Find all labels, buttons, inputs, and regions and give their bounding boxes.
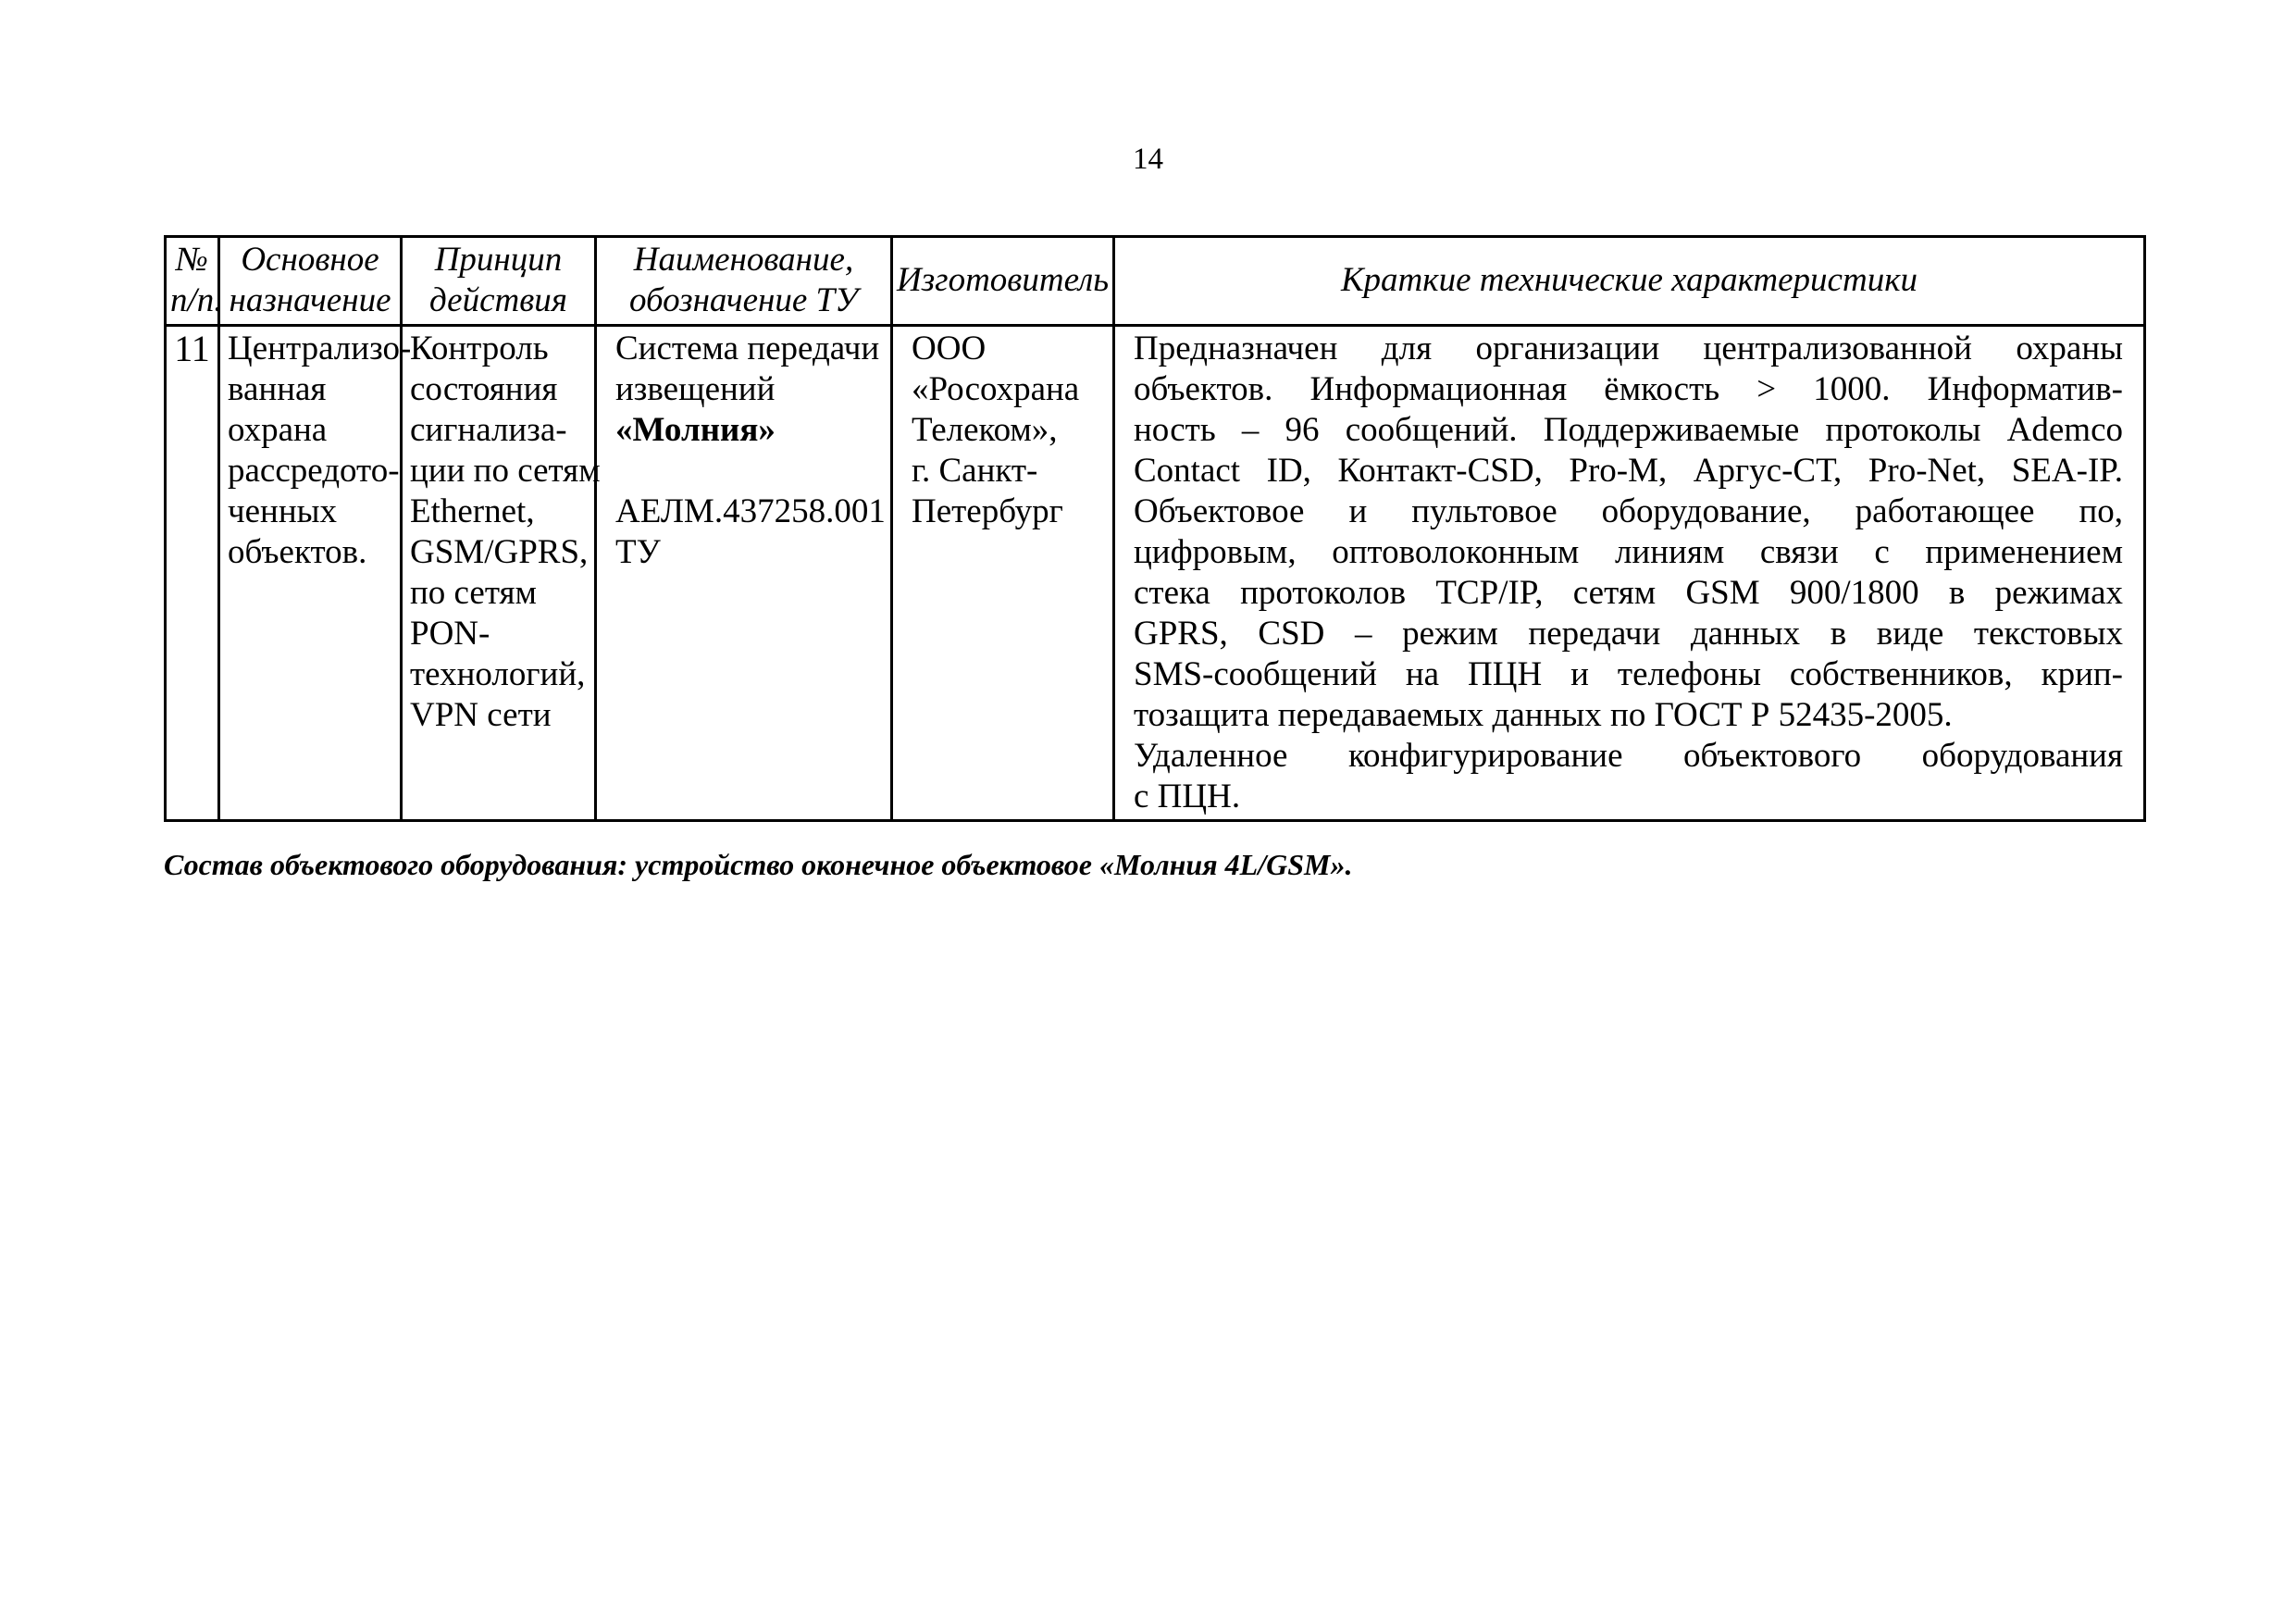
purpose-line: объектов.	[228, 533, 367, 571]
spec-line: цифровым, оптоволоконным линиям связи с применением	[1134, 533, 2123, 571]
page-number: 14	[1133, 143, 1163, 176]
tu-code: АЕЛМ.437258.001	[615, 492, 886, 530]
header-principle-line: Принцип	[434, 241, 563, 279]
spec-line: GPRS, CSD – режим передачи данных в виде текстовых	[1134, 615, 2123, 653]
row-principle	[402, 326, 601, 821]
header-purpose-line: назначение	[229, 281, 391, 319]
spec-line: тозащита передаваемых данных по ГОСТ Р 52435-2005.	[1134, 696, 1953, 734]
principle-line: технологий,	[410, 655, 586, 693]
spec-line: Объектовое и пультовое оборудование, работающее по,	[1134, 492, 2123, 530]
name-spacer	[615, 451, 885, 492]
equipment-spec-table	[164, 235, 2146, 822]
spec-line: с ПЦН.	[1134, 778, 1241, 815]
purpose-line: ченных	[228, 492, 337, 530]
header-principle-line: действия	[429, 281, 567, 319]
maker-line: ООО	[912, 330, 987, 367]
header-name-line: обозначение ТУ	[628, 281, 859, 319]
purpose-line: ванная	[228, 370, 327, 408]
spec-line: Предназначен для организации централизованной охраны	[1134, 330, 2123, 367]
purpose-line: охрана	[228, 411, 328, 449]
name-line: извещений	[615, 370, 776, 408]
table-header-row	[166, 237, 2145, 326]
principle-line: VPN сети	[410, 696, 552, 734]
header-principle	[402, 237, 596, 326]
header-maker: Изготовитель	[892, 237, 1114, 326]
maker-line: Петербург	[912, 492, 1063, 530]
tu-label: ТУ	[615, 533, 661, 571]
principle-line: сигнализа-	[410, 411, 567, 449]
maker-line: «Росохрана	[912, 370, 1080, 408]
row-maker	[892, 326, 1114, 821]
header-num-line: №	[176, 241, 208, 279]
name-line: Система передачи	[615, 330, 880, 367]
header-num-line: п/п.	[170, 281, 223, 319]
principle-line: по сетям	[410, 574, 537, 612]
row-purpose	[219, 326, 412, 821]
table-row	[166, 326, 2145, 821]
product-name: «Молния»	[615, 411, 776, 449]
row-name	[596, 326, 892, 821]
equipment-composition-note: Состав объектового оборудования: устройство оконечное объектовое «Молния 4L/GSM».	[164, 848, 1353, 881]
purpose-line: Централизо-	[228, 330, 412, 367]
header-purpose-line: Основное	[241, 241, 379, 279]
spec-line: ность – 96 сообщений. Поддерживаемые протоколы Ademco	[1134, 411, 2123, 449]
spec-line: Удаленное конфигурирование объектового оборудования	[1134, 737, 2123, 775]
purpose-line: рассредото-	[228, 452, 400, 490]
row-num: 11	[166, 326, 219, 821]
principle-line: ции по сетям	[410, 452, 601, 490]
spec-line: стека протоколов TCP/IP, сетям GSM 900/1800 в режимах	[1134, 574, 2123, 612]
spec-line: SMS-сообщений на ПЦН и телефоны собственников, крип-	[1134, 655, 2123, 693]
principle-line: Контроль	[410, 330, 549, 367]
header-name	[596, 237, 892, 326]
header-num	[166, 237, 223, 326]
maker-line: г. Санкт-	[912, 452, 1038, 490]
spec-line: Contact ID, Контакт-CSD, Pro-M, Аргус-СТ, Pro-Net, SEA-IP.	[1134, 452, 2123, 490]
maker-line: Телеком»,	[912, 411, 1058, 449]
row-spec	[1114, 326, 2145, 821]
header-name-line: Наименование,	[633, 241, 854, 279]
header-spec: Краткие технические характеристики	[1114, 237, 2145, 326]
principle-line: состояния	[410, 370, 558, 408]
principle-line: Ethernet,	[410, 492, 535, 530]
header-purpose	[219, 237, 402, 326]
principle-line: GSM/GPRS,	[410, 533, 589, 571]
spec-line: объектов. Информационная ёмкость > 1000. Информатив-	[1134, 370, 2123, 408]
principle-line: PON-	[410, 615, 490, 653]
